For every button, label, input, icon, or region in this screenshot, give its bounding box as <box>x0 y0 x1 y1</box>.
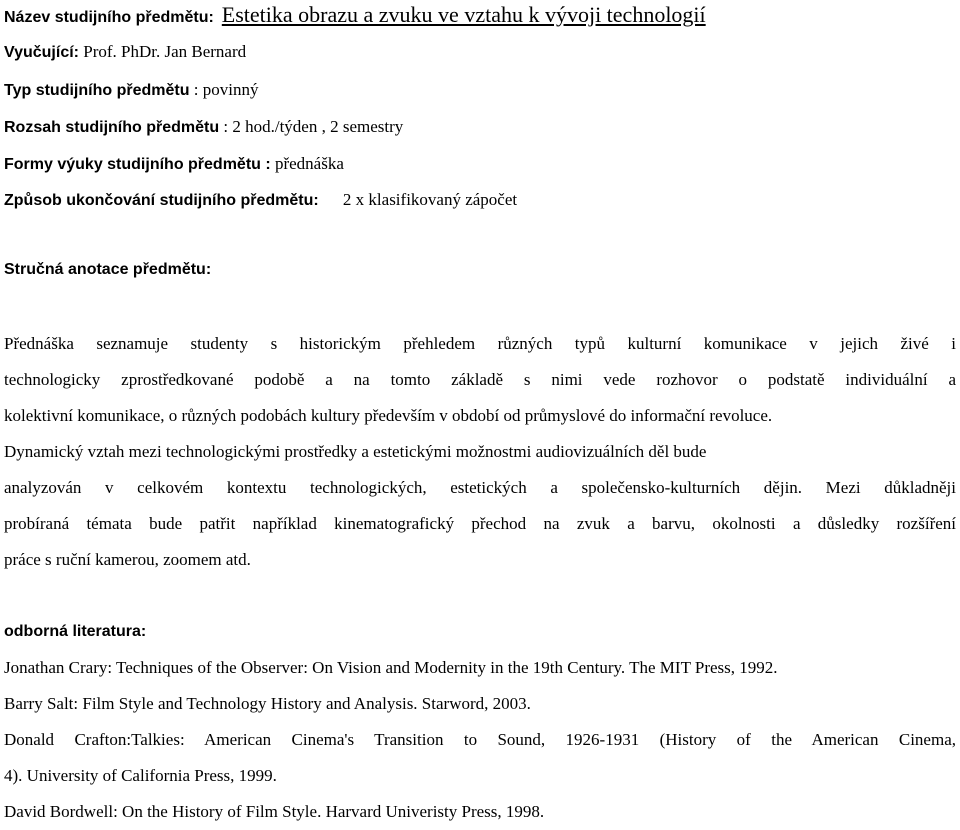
literature-item: Jonathan Crary: Techniques of the Observer: On Vision and Modernity in the 19th Century. The MIT Press, 1992. <box>4 658 778 677</box>
completion-row <box>4 191 517 209</box>
annotation-line: analyzován v celkovém kontextu technologických, estetických a společensko-kulturních dějin. Mezi důkladněji <box>4 478 956 497</box>
literature-item: Donald Crafton:Talkies: American Cinema's Transition to Sound, 1926-1931 (History of the American Cinema, <box>4 730 956 749</box>
annotation-line: kolektivní komunikace, o různých podobách kultury především v období od průmyslové do informační revoluce. <box>4 406 773 425</box>
annotation-heading: Stručná anotace předmětu: <box>4 261 212 278</box>
annotation-paragraph <box>4 326 956 578</box>
type-separator: : <box>189 80 203 99</box>
scope-separator: : <box>219 117 233 136</box>
annotation-line: práce s ruční kamerou, zoomem atd. <box>4 550 251 569</box>
forms-label: Formy výuky studijního předmětu : <box>4 156 271 173</box>
scope-value: 2 hod./týden , 2 semestry <box>232 117 404 136</box>
literature-list <box>4 650 956 830</box>
forms-value: přednáška <box>274 154 344 173</box>
annotation-line: Dynamický vztah mezi technologickými prostředky a estetickými možnostmi audiovizuálních děl bude <box>4 442 707 461</box>
completion-value: 2 x klasifikovaný zápočet <box>342 190 518 209</box>
teacher-label: Vyučující: <box>4 44 79 61</box>
literature-item: 4). University of California Press, 1999. <box>4 766 277 785</box>
scope-label: Rozsah studijního předmětu <box>4 119 220 136</box>
forms-row <box>4 155 344 173</box>
annotation-line: probíraná témata bude patřit například kinematografický přechod na zvuk a barvu, okolnosti a důsledky rozšíření <box>4 514 956 533</box>
course-name-value: Estetika obrazu a zvuku ve vztahu k vývoji technologií <box>221 2 706 27</box>
type-row <box>4 81 258 99</box>
literature-item: David Bordwell: On the History of Film Style. Harvard Univeristy Press, 1998. <box>4 802 545 821</box>
completion-label: Způsob ukončování studijního předmětu: <box>4 192 319 209</box>
literature-heading: odborná literatura: <box>4 623 147 640</box>
type-value: povinný <box>202 80 259 99</box>
type-label: Typ studijního předmětu <box>4 82 190 99</box>
literature-item: Barry Salt: Film Style and Technology History and Analysis. Starword, 2003. <box>4 694 531 713</box>
scope-row <box>4 118 403 136</box>
teacher-value: Prof. PhDr. Jan Bernard <box>83 42 247 61</box>
course-name-row <box>4 4 706 26</box>
annotation-line: technologicky zprostředkované podobě a na tomto základě s nimi vede rozhovor o podstatě individuální a <box>4 370 956 389</box>
annotation-line: Přednáška seznamuje studenty s historickým přehledem různých typů kulturní komunikace v jejich živé i <box>4 334 956 353</box>
teacher-row <box>4 43 246 61</box>
course-name-label: Název studijního předmětu: <box>4 9 214 26</box>
